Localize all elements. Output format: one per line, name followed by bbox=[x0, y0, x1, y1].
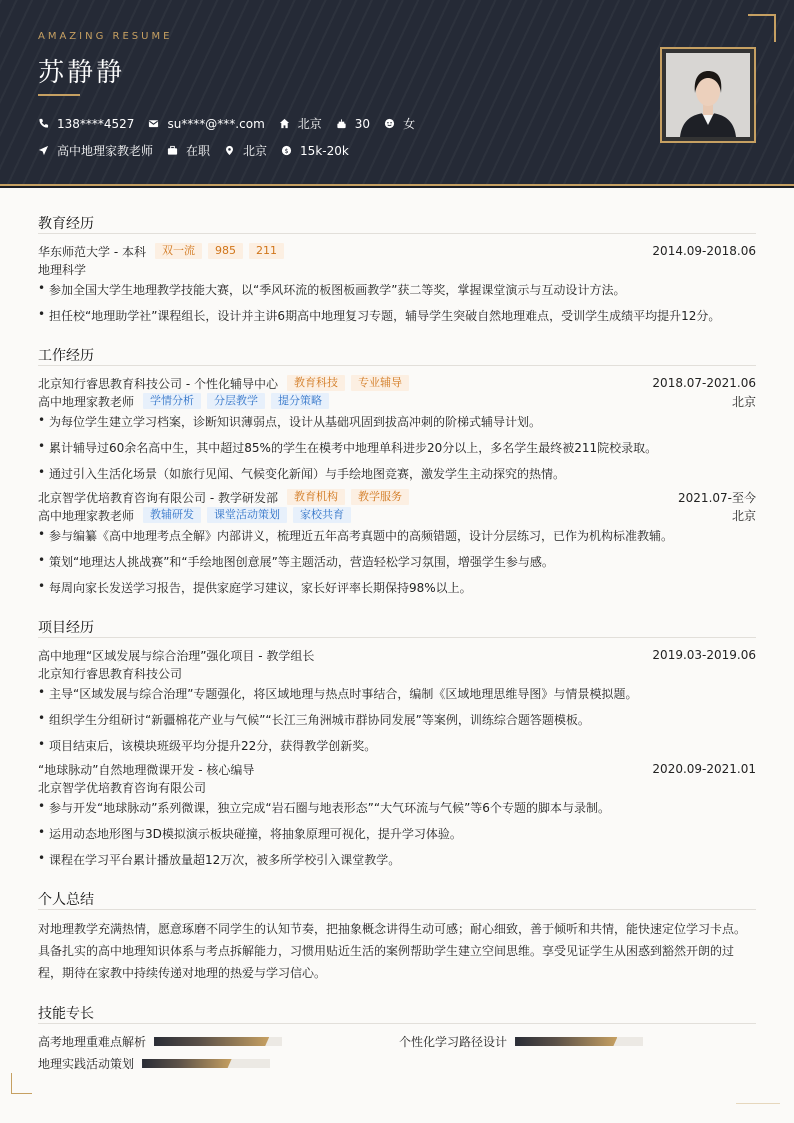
project-org-row bbox=[38, 664, 756, 682]
corner-ornament bbox=[736, 1103, 780, 1104]
section-title-work: 工作经历 bbox=[38, 348, 94, 364]
section-title-skills: 技能专长 bbox=[38, 1006, 94, 1022]
project-date: 2020.09-2021.01 bbox=[652, 762, 756, 776]
salary-item bbox=[281, 144, 349, 158]
section-divider bbox=[38, 1023, 756, 1024]
role-name: 高中地理家教老师 bbox=[38, 394, 135, 409]
school-name: 华东师范大学 - 本科 bbox=[38, 244, 146, 259]
work-role-row bbox=[38, 506, 756, 524]
list-item: • 运用动态地形图与3D模拟演示板块碰撞，将抽象原理可视化，提升学习体验。 bbox=[38, 825, 462, 841]
company-name: 北京知行睿思教育科技公司 - 个性化辅导中心 bbox=[38, 376, 278, 391]
skill-item bbox=[399, 1033, 643, 1050]
salary-text: 15k-20k bbox=[300, 143, 349, 158]
resume-tagline: AMAZING RESUME bbox=[38, 31, 173, 42]
section-divider bbox=[38, 909, 756, 910]
work-header bbox=[38, 374, 756, 392]
skill-name: 高考地理重难点解析 bbox=[38, 1035, 147, 1049]
target-job-text: 高中地理家教老师 bbox=[57, 144, 154, 158]
company-tag: 教学服务 bbox=[351, 489, 409, 505]
section-title-summary: 个人总结 bbox=[38, 892, 94, 908]
hometown-text: 北京 bbox=[297, 117, 322, 131]
cake-icon bbox=[336, 118, 347, 129]
project-org-row bbox=[38, 778, 756, 796]
money-icon bbox=[281, 145, 292, 156]
list-item: • 课程在学习平台累计播放量超12万次，被多所学校引入课堂教学。 bbox=[38, 851, 401, 867]
briefcase-icon bbox=[167, 145, 178, 156]
education-date: 2014.09-2018.06 bbox=[652, 244, 756, 258]
skill-bar bbox=[515, 1037, 643, 1046]
project-title: 高中地理“区域发展与综合治理”强化项目 - 教学组长 bbox=[38, 648, 315, 663]
age-item bbox=[336, 117, 370, 131]
status-item bbox=[167, 142, 210, 159]
phone-icon bbox=[38, 118, 49, 129]
email-item bbox=[148, 117, 264, 131]
role-tag: 课堂活动策划 bbox=[207, 507, 287, 523]
role-tag: 家校共育 bbox=[293, 507, 351, 523]
name-underline bbox=[38, 94, 80, 96]
gender-text: 女 bbox=[403, 117, 416, 131]
project-header bbox=[38, 646, 756, 664]
skill-bar bbox=[142, 1059, 270, 1068]
skill-bar bbox=[154, 1037, 282, 1046]
school-tag: 双一流 bbox=[155, 243, 202, 259]
role-tag: 提分策略 bbox=[271, 393, 329, 409]
target-city-text: 北京 bbox=[243, 144, 268, 158]
list-item: • 组织学生分组研讨“新疆棉花产业与气候”“长江三角洲城市群协同发展”等案例，训练综合题答题模板。 bbox=[38, 711, 590, 727]
project-header bbox=[38, 760, 756, 778]
profile-photo bbox=[666, 53, 750, 137]
list-item: • 策划“地理达人挑战赛”和“手绘地图创意展”等主题活动，营造轻松学习氛围，增强学生参与感。 bbox=[38, 553, 554, 569]
role-tag: 分层教学 bbox=[207, 393, 265, 409]
target-city-item bbox=[224, 142, 267, 159]
education-major-row bbox=[38, 260, 756, 278]
person-icon bbox=[384, 118, 395, 129]
school-tag: 985 bbox=[208, 243, 243, 259]
target-job-item bbox=[38, 142, 153, 159]
corner-ornament bbox=[11, 1073, 32, 1094]
job-intent-row bbox=[38, 142, 363, 159]
section-title-project: 项目经历 bbox=[38, 620, 94, 636]
work-date: 2018.07-2021.06 bbox=[652, 376, 756, 390]
list-item: • 通过引入生活化场景（如旅行见闻、气候变化新闻）与手绘地图竞赛，激发学生主动探究的热情。 bbox=[38, 465, 566, 481]
skill-item bbox=[38, 1033, 282, 1050]
project-date: 2019.03-2019.06 bbox=[652, 648, 756, 662]
location-pin-icon bbox=[224, 145, 235, 156]
major: 地理科学 bbox=[38, 262, 87, 277]
corner-ornament bbox=[748, 14, 776, 42]
list-item: • 为每位学生建立学习档案，诊断知识薄弱点，设计从基础巩固到拔高冲刺的阶梯式辅导计划。 bbox=[38, 413, 542, 429]
project-title: “地球脉动”自然地理微课开发 - 核心编导 bbox=[38, 762, 255, 777]
project-org: 北京知行睿思教育科技公司 bbox=[38, 666, 183, 681]
phone-text: 138****4527 bbox=[57, 116, 135, 131]
mail-icon bbox=[148, 118, 159, 129]
list-item: • 参与开发“地球脉动”系列微课，独立完成“岩石圈与地表形态”“大气环流与气候”等6个专题的脚本与录制。 bbox=[38, 799, 610, 815]
phone-item bbox=[38, 117, 134, 131]
send-icon bbox=[38, 145, 49, 156]
work-city: 北京 bbox=[731, 394, 756, 409]
project-org: 北京智学优培教育咨询有限公司 bbox=[38, 780, 207, 795]
list-item: • 参与编纂《高中地理考点全解》内部讲义，梳理近五年高考真题中的高频错题，设计分层练习，已作为机构标准教辅。 bbox=[38, 527, 674, 543]
list-item: • 参加全国大学生地理教学技能大赛，以“季风环流的板图板画教学”获二等奖，掌握课堂演示与互动设计方法。 bbox=[38, 281, 626, 297]
skill-bar-fill bbox=[515, 1037, 617, 1046]
school-tag: 211 bbox=[249, 243, 284, 259]
age-text: 30 bbox=[354, 116, 371, 131]
role-name: 高中地理家教老师 bbox=[38, 508, 135, 523]
home-icon bbox=[279, 118, 290, 129]
resume-header bbox=[0, 0, 794, 184]
company-tag: 教育科技 bbox=[287, 375, 345, 391]
role-tag: 教辅研发 bbox=[143, 507, 201, 523]
education-header bbox=[38, 242, 756, 260]
list-item: • 担任校“地理助学社”课程组长，设计并主讲6期高中地理复习专题，辅导学生突破自然地理难点，受训学生成绩平均提升12分。 bbox=[38, 307, 721, 323]
section-divider bbox=[38, 233, 756, 234]
company-name: 北京智学优培教育咨询有限公司 - 教学研发部 bbox=[38, 490, 278, 505]
section-title-education: 教育经历 bbox=[38, 216, 94, 232]
work-date: 2021.07-至今 bbox=[678, 490, 756, 505]
list-item: • 主导“区域发展与综合治理”专题强化，将区域地理与热点时事结合，编制《区域地理思维导图》与情景模拟题。 bbox=[38, 685, 638, 701]
skill-name: 地理实践活动策划 bbox=[38, 1057, 135, 1071]
header-divider bbox=[0, 184, 794, 188]
section-divider bbox=[38, 637, 756, 638]
work-city: 北京 bbox=[731, 508, 756, 523]
profile-photo-frame bbox=[660, 47, 756, 143]
work-header bbox=[38, 488, 756, 506]
email-text: su****@***.com bbox=[167, 116, 265, 131]
company-tag: 教育机构 bbox=[287, 489, 345, 505]
company-tag: 专业辅导 bbox=[351, 375, 409, 391]
list-item: • 累计辅导过60余名高中生，其中超过85%的学生在模考中地理单科进步20分以上，多名学生最终被211院校录取。 bbox=[38, 439, 658, 455]
skill-item bbox=[38, 1055, 270, 1072]
skill-name: 个性化学习路径设计 bbox=[399, 1035, 508, 1049]
status-text: 在职 bbox=[186, 144, 211, 158]
role-tag: 学情分析 bbox=[143, 393, 201, 409]
list-item: • 项目结束后，该模块班级平均分提升22分，获得教学创新奖。 bbox=[38, 737, 377, 753]
hometown-item bbox=[279, 115, 322, 132]
skill-bar-fill bbox=[142, 1059, 232, 1068]
section-divider bbox=[38, 365, 756, 366]
list-item: • 每周向家长发送学习报告，提供家庭学习建议，家长好评率长期保持98%以上。 bbox=[38, 579, 472, 595]
contact-row bbox=[38, 115, 429, 132]
work-role-row bbox=[38, 392, 756, 410]
skill-bar-fill bbox=[154, 1037, 269, 1046]
svg-text:$: $ bbox=[284, 146, 289, 155]
candidate-name: 苏静静 bbox=[38, 58, 126, 88]
summary-text: 对地理教学充满热情，愿意琢磨不同学生的认知节奏，把抽象概念讲得生动可感；耐心细致，善于倾听和共情，能快速定位学习卡点。具备扎实的高中地理知识体系与考点拆解能力，习惯用贴近生活的案例帮助学生建立空间思维。享受见证学生从困惑到豁然开朗的过程，期待在家教中持续传递对地理的热爱与学习信心。 bbox=[38, 922, 747, 980]
gender-item bbox=[384, 115, 415, 132]
